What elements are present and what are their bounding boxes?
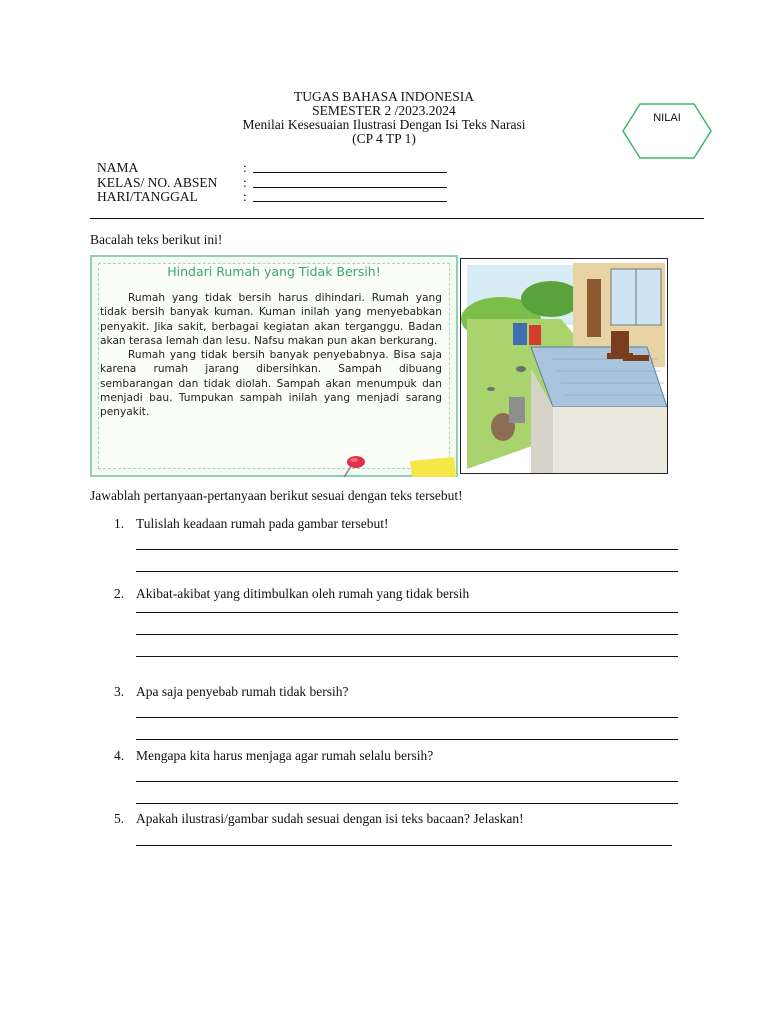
question-text: Apa saja penyebab rumah tidak bersih? (136, 684, 349, 699)
name-field[interactable] (253, 161, 447, 173)
header-code: (CP 4 TP 1) (352, 131, 416, 146)
story-paragraph: Rumah yang tidak bersih harus dihindari. Rumah yang tidak bersih banyak kuman. Kuman inilah yang menyebabkan penyakit. Jika sakit, berbagai kegiatan akan terganggu. Badan akan terasa lemah dan lesu. Nafsu makan pun akan berkurang. (100, 292, 442, 347)
answer-line[interactable] (136, 781, 678, 782)
read-instruction: Bacalah teks berikut ini! (90, 232, 223, 247)
identity-row-date (97, 190, 447, 205)
story-text (100, 291, 442, 420)
date-field[interactable] (253, 190, 447, 202)
answer-line[interactable] (136, 549, 678, 550)
header-subtitle: Menilai Kesesuaian Ilustrasi Dengan Isi Teks Narasi (242, 117, 526, 132)
identity-row-class (97, 176, 447, 191)
answer-line[interactable] (136, 739, 678, 740)
identity-colon: : (243, 189, 247, 204)
identity-label: NAMA (97, 160, 139, 175)
question-number: 2. (114, 586, 125, 601)
answer-line[interactable] (136, 571, 678, 572)
answer-line[interactable] (136, 803, 678, 804)
question-number: 5. (114, 811, 125, 826)
story-title: Hindari Rumah yang Tidak Bersih! (167, 264, 381, 279)
class-field[interactable] (253, 176, 447, 188)
score-box (622, 103, 712, 159)
answer-line[interactable] (136, 656, 678, 657)
identity-colon: : (243, 174, 247, 190)
header-divider (90, 218, 704, 219)
question-text: Tulislah keadaan rumah pada gambar tersebut! (136, 516, 389, 531)
question-number: 3. (114, 684, 125, 699)
student-identity (97, 161, 447, 205)
identity-label: HARI/TANGGAL (97, 189, 198, 204)
question-number: 1. (114, 516, 125, 531)
house-scene-icon (461, 259, 667, 473)
yellow-note-icon (410, 457, 456, 477)
identity-label: KELAS/ NO. ABSEN (97, 174, 218, 190)
answer-line[interactable] (136, 634, 678, 635)
question-number: 4. (114, 748, 125, 763)
answer-line[interactable] (136, 717, 678, 718)
header-semester: SEMESTER 2 /2023.2024 (312, 103, 456, 118)
answer-line[interactable] (136, 612, 678, 613)
identity-colon: : (243, 160, 247, 175)
question-text: Akibat-akibat yang ditimbulkan oleh rumah yang tidak bersih (136, 586, 470, 601)
answer-instruction: Jawablah pertanyaan-pertanyaan berikut sesuai dengan teks tersebut! (90, 488, 463, 503)
story-paragraph: Rumah yang tidak bersih banyak penyebabnya. Bisa saja karena rumah jarang dibersihkan. Sampah dibuang sembarangan dan tidak diolah. Sampah akan menumpuk dan menjadi bau. Tumpukan sampah inilah yang menjadi sarang penyakit. (100, 349, 442, 419)
score-label: NILAI (653, 112, 681, 124)
story-box (90, 255, 458, 477)
dirty-house-illustration (460, 258, 668, 474)
header-title: TUGAS BAHASA INDONESIA (293, 89, 474, 104)
question-text: Mengapa kita harus menjaga agar rumah selalu bersih? (136, 748, 434, 763)
answer-line[interactable] (136, 845, 672, 846)
identity-row-name (97, 161, 447, 176)
push-pin-icon (338, 451, 368, 479)
question-text: Apakah ilustrasi/gambar sudah sesuai dengan isi teks bacaan? Jelaskan! (136, 811, 524, 826)
